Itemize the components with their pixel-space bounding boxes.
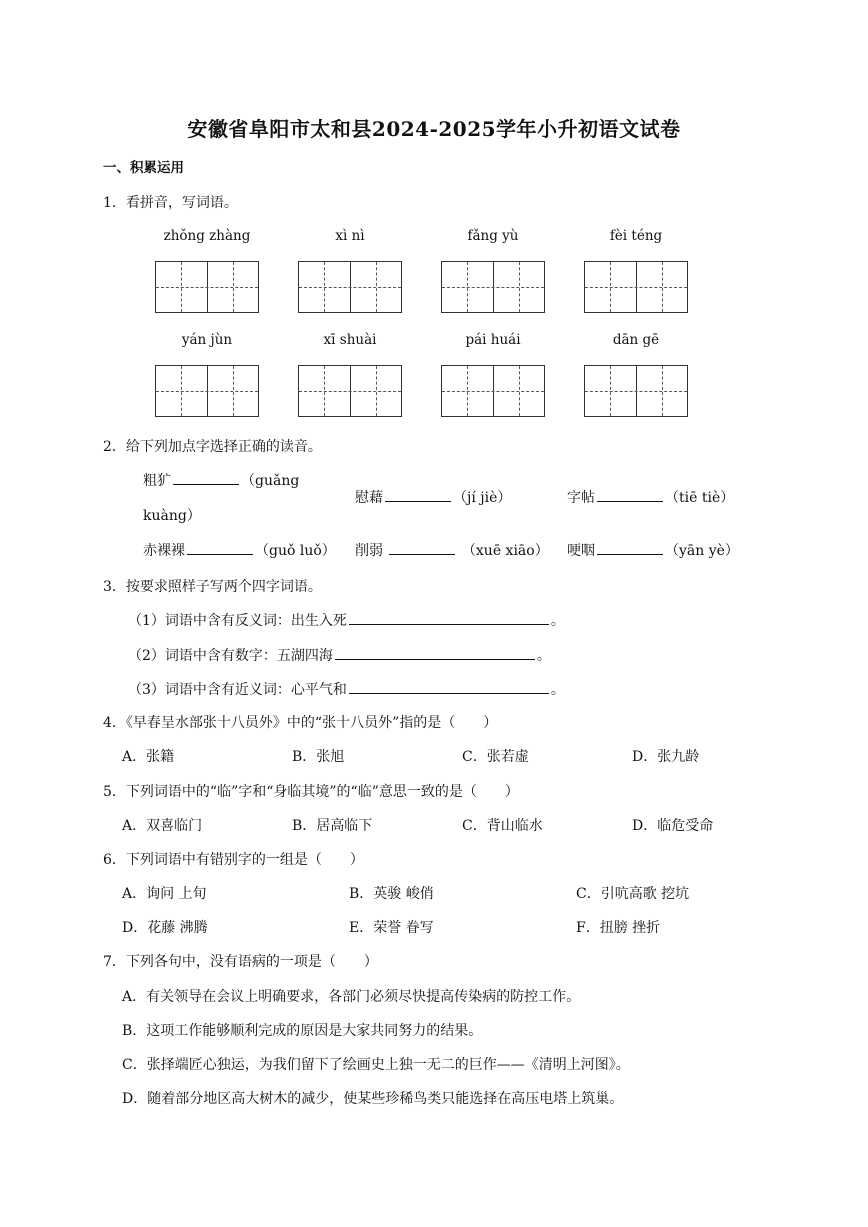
tian-grid-box[interactable] bbox=[155, 365, 259, 417]
tian-grid-box[interactable] bbox=[441, 365, 545, 417]
item-word: 削弱 bbox=[355, 543, 383, 559]
tian-grid-box[interactable] bbox=[155, 261, 259, 313]
option-d[interactable]: D．临危受命 bbox=[632, 818, 714, 834]
item-choice: （xuē xiāo） bbox=[461, 543, 549, 559]
reading-item bbox=[143, 470, 299, 490]
question-7-stem: 7．下列各句中，没有语病的一项是（ ） bbox=[103, 954, 378, 970]
option-a[interactable]: A．询问 上旬 bbox=[122, 886, 207, 902]
question-1-stem: 1．看拼音，写词语。 bbox=[103, 195, 238, 211]
option-c[interactable]: C．引吭高歌 挖坑 bbox=[576, 886, 690, 902]
question-5-stem: 5．下列词语中的“临”字和“身临其境”的“临”意思一致的是（ ） bbox=[103, 784, 519, 800]
pinyin-label: pái huái bbox=[465, 332, 521, 348]
item-word: 粗犷 bbox=[143, 473, 171, 489]
item-word: 赤裸裸 bbox=[143, 543, 185, 559]
pinyin-label: fǎng yù bbox=[467, 228, 519, 244]
option-b[interactable]: B．居高临下 bbox=[292, 818, 373, 834]
item-choice-continued: kuàng） bbox=[143, 508, 201, 524]
period: 。 bbox=[550, 613, 565, 629]
option-c[interactable]: C．背山临水 bbox=[462, 818, 543, 834]
option-a[interactable]: A．有关领导在会议上明确要求，各部门必须尽快提高传染病的防控工作。 bbox=[122, 989, 581, 1005]
q3-item bbox=[128, 610, 565, 630]
answer-blank[interactable] bbox=[349, 679, 549, 694]
reading-item bbox=[567, 487, 734, 507]
period: 。 bbox=[550, 682, 565, 698]
section-heading: 一、积累运用 bbox=[103, 160, 184, 176]
pinyin-label: xī shuài bbox=[323, 332, 377, 348]
q3-prompt: （3）词语中含有近义词：心平气和 bbox=[128, 682, 347, 698]
item-word: 字帖 bbox=[567, 490, 595, 506]
pinyin-label: yán jùn bbox=[181, 332, 233, 348]
answer-blank[interactable] bbox=[597, 540, 663, 555]
option-a[interactable]: A．张籍 bbox=[122, 749, 175, 765]
tian-grid-box[interactable] bbox=[298, 261, 402, 313]
q3-item bbox=[128, 679, 565, 699]
period: 。 bbox=[536, 648, 551, 664]
tian-grid-box[interactable] bbox=[584, 261, 688, 313]
question-3-stem: 3．按要求照样子写两个四字词语。 bbox=[103, 579, 322, 595]
pinyin-label: zhǒng zhàng bbox=[163, 228, 251, 244]
option-d[interactable]: D．花藤 沸腾 bbox=[122, 920, 208, 936]
answer-blank[interactable] bbox=[389, 540, 455, 555]
q3-prompt: （2）词语中含有数字：五湖四海 bbox=[128, 648, 333, 664]
item-word: 哽咽 bbox=[567, 543, 595, 559]
option-a[interactable]: A．双喜临门 bbox=[122, 818, 203, 834]
question-4-stem: 4．《早春呈水部张十八员外》中的“张十八员外”指的是（ ） bbox=[103, 715, 498, 731]
item-choice: （tiē tiè） bbox=[665, 490, 735, 506]
item-choice: （guǎng bbox=[241, 473, 300, 489]
item-choice: （guǒ luǒ） bbox=[255, 543, 336, 559]
question-2-stem: 2．给下列加点字选择正确的读音。 bbox=[103, 439, 322, 455]
answer-blank[interactable] bbox=[173, 470, 239, 485]
item-word: 慰藉 bbox=[355, 490, 383, 506]
option-e[interactable]: E．荣誉 眷写 bbox=[349, 920, 434, 936]
answer-blank[interactable] bbox=[349, 610, 549, 625]
option-c[interactable]: C．张若虚 bbox=[462, 749, 529, 765]
pinyin-label: fèi téng bbox=[609, 228, 663, 244]
item-choice: （yān yè） bbox=[665, 543, 739, 559]
reading-item bbox=[355, 487, 511, 507]
question-6-stem: 6．下列词语中有错别字的一组是（ ） bbox=[103, 852, 364, 868]
pinyin-label: dān gē bbox=[612, 332, 660, 348]
option-b[interactable]: B．张旭 bbox=[292, 749, 345, 765]
tian-grid-box[interactable] bbox=[298, 365, 402, 417]
tian-grid-box[interactable] bbox=[584, 365, 688, 417]
answer-blank[interactable] bbox=[597, 487, 663, 502]
option-f[interactable]: F．扭膀 挫折 bbox=[576, 920, 661, 936]
reading-item bbox=[143, 540, 336, 560]
reading-item bbox=[355, 540, 549, 560]
option-d[interactable]: D．随着部分地区高大树木的减少，使某些珍稀鸟类只能选择在高压电塔上筑巢。 bbox=[122, 1091, 624, 1107]
answer-blank[interactable] bbox=[187, 540, 253, 555]
option-d[interactable]: D．张九龄 bbox=[632, 749, 700, 765]
option-b[interactable]: B．英骏 峻俏 bbox=[349, 886, 434, 902]
exam-title: 安徽省阜阳市太和县2024-2025学年小升初语文试卷 bbox=[187, 117, 681, 141]
q3-item bbox=[128, 645, 551, 665]
item-choice: （jí jiè） bbox=[453, 490, 512, 506]
answer-blank[interactable] bbox=[335, 645, 535, 660]
reading-item bbox=[567, 540, 739, 560]
option-c[interactable]: C．张择端匠心独运，为我们留下了绘画史上独一无二的巨作——《清明上河图》。 bbox=[122, 1057, 630, 1073]
option-b[interactable]: B．这项工作能够顺利完成的原因是大家共同努力的结果。 bbox=[122, 1023, 483, 1039]
answer-blank[interactable] bbox=[385, 487, 451, 502]
tian-grid-box[interactable] bbox=[441, 261, 545, 313]
q3-prompt: （1）词语中含有反义词：出生入死 bbox=[128, 613, 347, 629]
pinyin-label: xì nì bbox=[335, 228, 365, 244]
